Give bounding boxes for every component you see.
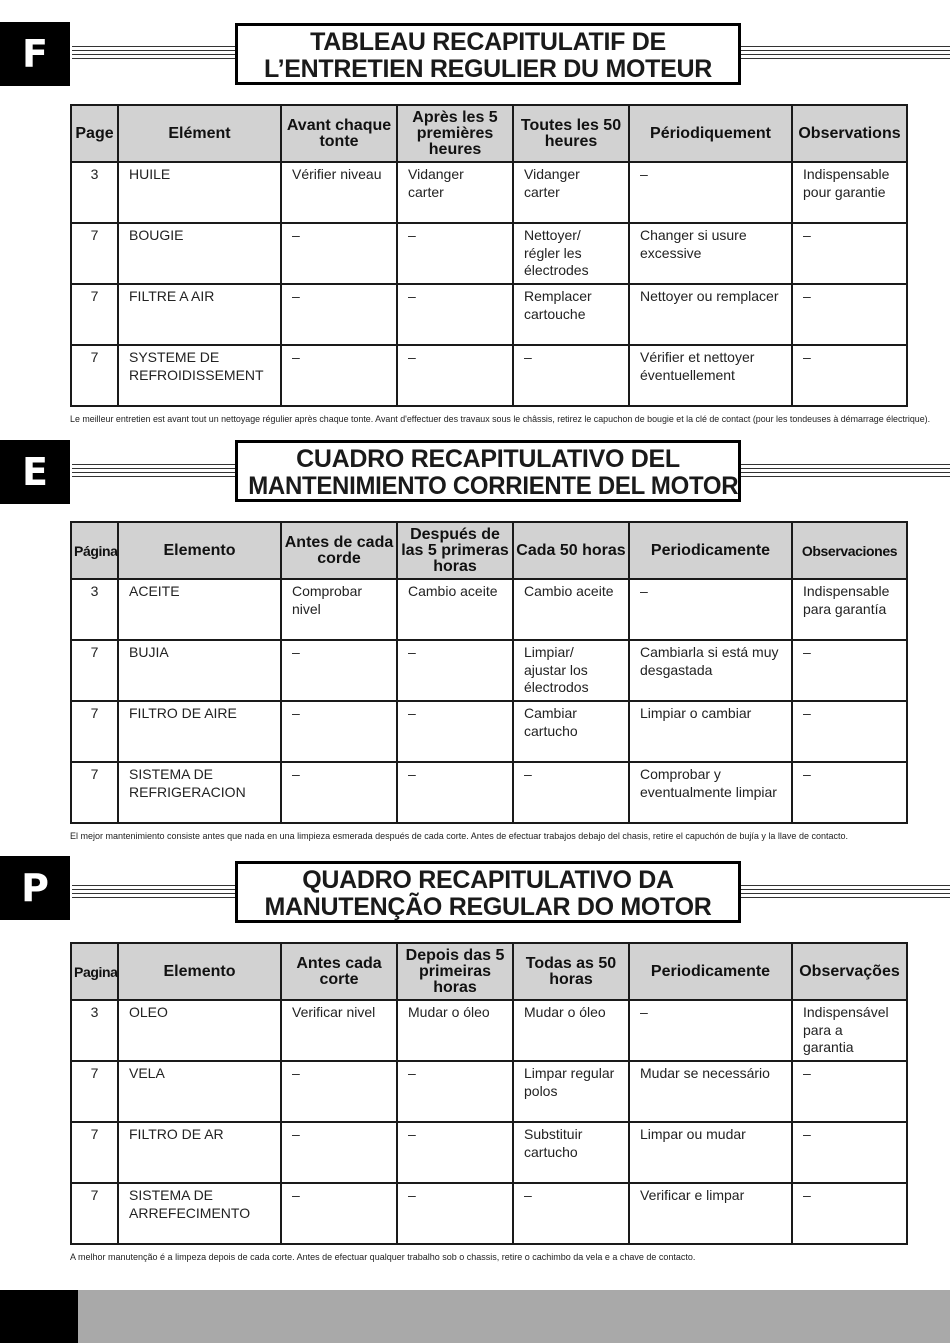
table-row — [71, 762, 907, 823]
header-element: Elemento — [118, 943, 281, 1000]
table-row — [71, 345, 907, 406]
cell-observations: – — [792, 1183, 907, 1244]
cell-periodically: Limpiar o cambiar — [629, 701, 792, 762]
cell-before-each-use: – — [281, 284, 397, 345]
cell-observations: – — [792, 640, 907, 701]
table-row — [71, 284, 907, 345]
header-periodically: Periodicamente — [629, 522, 792, 579]
cell-every-50-hours: Substituir cartucho — [513, 1122, 629, 1183]
cell-page: 7 — [71, 701, 118, 762]
cell-observations: Indispensable para garantía — [792, 579, 907, 640]
cell-every-50-hours: Vidanger carter — [513, 162, 629, 223]
header-every-50-hours: Toutes les 50 heures — [513, 105, 629, 162]
cell-page: 7 — [71, 223, 118, 284]
header-element: Elemento — [118, 522, 281, 579]
section-title-e — [235, 440, 741, 502]
table-row — [71, 701, 907, 762]
cell-every-50-hours: Cambiar cartucho — [513, 701, 629, 762]
table-header-row — [71, 522, 907, 579]
cell-element: SYSTEME DE REFROIDISSEMENT — [118, 345, 281, 406]
footer-page-block — [0, 1290, 78, 1343]
cell-element: HUILE — [118, 162, 281, 223]
maintenance-note-f: Le meilleur entretien est avant tout un nettoyage régulier après chaque tonte. Avant d'effectuer des travaux sous le châssis, retirez le capuchon de bougie et la clé de contact (pour les tondeuses à démarrage électrique). — [70, 414, 930, 424]
cell-observations: – — [792, 762, 907, 823]
cell-before-each-use: – — [281, 640, 397, 701]
cell-before-each-use: – — [281, 1061, 397, 1122]
cell-element: FILTRO DE AR — [118, 1122, 281, 1183]
cell-element: ACEITE — [118, 579, 281, 640]
header-every-50-hours: Cada 50 horas — [513, 522, 629, 579]
cell-element: SISTEMA DE ARREFECIMENTO — [118, 1183, 281, 1244]
cell-after-first-5-hours: – — [397, 1122, 513, 1183]
cell-periodically: – — [629, 162, 792, 223]
language-tab-f: F — [0, 22, 70, 86]
cell-after-first-5-hours: – — [397, 640, 513, 701]
cell-page: 7 — [71, 762, 118, 823]
cell-after-first-5-hours: – — [397, 284, 513, 345]
header-observations: Observações — [792, 943, 907, 1000]
cell-page: 7 — [71, 284, 118, 345]
section-title-line1: QUADRO RECAPITULATIVO DA — [302, 866, 674, 894]
maintenance-table-p — [70, 942, 908, 1245]
header-page: Página — [71, 522, 118, 579]
maintenance-note-e: El mejor mantenimiento consiste antes que nada en una limpieza esmerada después de cada corte. Antes de efectuar trabajos debajo del chasis, retire el capuchón de bujía y la llave de contacto. — [70, 831, 848, 841]
cell-before-each-use: – — [281, 701, 397, 762]
cell-observations: Indispensável para a garantia — [792, 1000, 907, 1061]
cell-periodically: Vérifier et nettoyer éventuellement — [629, 345, 792, 406]
section-title-f — [235, 23, 741, 85]
cell-observations: – — [792, 284, 907, 345]
cell-after-first-5-hours: – — [397, 701, 513, 762]
maintenance-note-p: A melhor manutenção é a limpeza depois de cada corte. Antes de efectuar qualquer trabalho sob o chassis, retire o cachimbo da vela e a chave de contacto. — [70, 1252, 696, 1262]
table-row — [71, 162, 907, 223]
cell-every-50-hours: – — [513, 1183, 629, 1244]
header-after-first-5-hours: Después de las 5 primeras horas — [397, 522, 513, 579]
cell-page: 7 — [71, 1183, 118, 1244]
cell-after-first-5-hours: – — [397, 1183, 513, 1244]
section-title-line2: L’ENTRETIEN REGULIER DU MOTEUR — [264, 55, 712, 83]
table-row — [71, 1183, 907, 1244]
cell-every-50-hours: – — [513, 345, 629, 406]
cell-before-each-use: Comprobar nivel — [281, 579, 397, 640]
cell-periodically: Limpar ou mudar — [629, 1122, 792, 1183]
cell-page: 7 — [71, 1061, 118, 1122]
cell-periodically: Verificar e limpar — [629, 1183, 792, 1244]
cell-element: FILTRE A AIR — [118, 284, 281, 345]
cell-periodically: – — [629, 579, 792, 640]
cell-element: SISTEMA DE REFRIGERACION — [118, 762, 281, 823]
cell-after-first-5-hours: Vidanger carter — [397, 162, 513, 223]
table-header-row — [71, 105, 907, 162]
cell-before-each-use: – — [281, 1183, 397, 1244]
table-row — [71, 1122, 907, 1183]
maintenance-table-f — [70, 104, 908, 407]
header-page: Page — [71, 105, 118, 162]
cell-observations: – — [792, 345, 907, 406]
cell-every-50-hours: Remplacer cartouche — [513, 284, 629, 345]
cell-element: VELA — [118, 1061, 281, 1122]
cell-after-first-5-hours: Cambio aceite — [397, 579, 513, 640]
header-every-50-hours: Todas as 50 horas — [513, 943, 629, 1000]
cell-element: FILTRO DE AIRE — [118, 701, 281, 762]
header-after-first-5-hours: Après les 5 premières heures — [397, 105, 513, 162]
cell-every-50-hours: Limpar regular polos — [513, 1061, 629, 1122]
table-row — [71, 640, 907, 701]
cell-page: 7 — [71, 345, 118, 406]
cell-after-first-5-hours: Mudar o óleo — [397, 1000, 513, 1061]
cell-after-first-5-hours: – — [397, 762, 513, 823]
cell-page: 7 — [71, 1122, 118, 1183]
cell-observations: – — [792, 1122, 907, 1183]
cell-before-each-use: – — [281, 345, 397, 406]
header-after-first-5-hours: Depois das 5 primeiras horas — [397, 943, 513, 1000]
header-periodically: Periodicamente — [629, 943, 792, 1000]
cell-page: 3 — [71, 162, 118, 223]
cell-periodically: Changer si usure excessive — [629, 223, 792, 284]
cell-every-50-hours: Limpiar/ ajustar los électrodos — [513, 640, 629, 701]
header-periodically: Périodiquement — [629, 105, 792, 162]
cell-after-first-5-hours: – — [397, 223, 513, 284]
footer-bar — [0, 1290, 950, 1343]
cell-every-50-hours: – — [513, 762, 629, 823]
header-page: Pagina — [71, 943, 118, 1000]
header-before-each-use: Avant chaque tonte — [281, 105, 397, 162]
cell-observations: Indispensable pour garantie — [792, 162, 907, 223]
cell-before-each-use: – — [281, 1122, 397, 1183]
table-row — [71, 1000, 907, 1061]
section-title-line1: CUADRO RECAPITULATIVO DEL — [296, 445, 680, 473]
cell-before-each-use: – — [281, 762, 397, 823]
section-title-p — [235, 861, 741, 923]
cell-observations: – — [792, 701, 907, 762]
language-tab-e: E — [0, 440, 70, 504]
cell-element: BUJIA — [118, 640, 281, 701]
cell-before-each-use: Vérifier niveau — [281, 162, 397, 223]
header-before-each-use: Antes cada corte — [281, 943, 397, 1000]
maintenance-table-e — [70, 521, 908, 824]
section-title-line2: MANTENIMIENTO CORRIENTE DEL MOTOR — [248, 472, 739, 500]
table-header-row — [71, 943, 907, 1000]
header-before-each-use: Antes de cada corde — [281, 522, 397, 579]
section-title-line1: TABLEAU RECAPITULATIF DE — [310, 28, 666, 56]
cell-observations: – — [792, 223, 907, 284]
cell-page: 7 — [71, 640, 118, 701]
cell-periodically: Mudar se necessário — [629, 1061, 792, 1122]
table-row — [71, 1061, 907, 1122]
header-element: Elément — [118, 105, 281, 162]
cell-periodically: Comprobar y eventualmente limpiar — [629, 762, 792, 823]
header-observations: Observations — [792, 105, 907, 162]
cell-periodically: – — [629, 1000, 792, 1061]
table-row — [71, 223, 907, 284]
cell-element: OLEO — [118, 1000, 281, 1061]
cell-periodically: Cambiarla si está muy desgastada — [629, 640, 792, 701]
section-title-line2: MANUTENÇÃO REGULAR DO MOTOR — [264, 893, 712, 921]
cell-observations: – — [792, 1061, 907, 1122]
language-tab-p: P — [0, 856, 70, 920]
cell-after-first-5-hours: – — [397, 345, 513, 406]
cell-before-each-use: – — [281, 223, 397, 284]
table-row — [71, 579, 907, 640]
cell-periodically: Nettoyer ou remplacer — [629, 284, 792, 345]
cell-element: BOUGIE — [118, 223, 281, 284]
header-observations: Observaciones — [792, 522, 907, 579]
cell-every-50-hours: Cambio aceite — [513, 579, 629, 640]
cell-before-each-use: Verificar nivel — [281, 1000, 397, 1061]
cell-page: 3 — [71, 579, 118, 640]
cell-every-50-hours: Nettoyer/ régler les électrodes — [513, 223, 629, 284]
cell-after-first-5-hours: – — [397, 1061, 513, 1122]
cell-every-50-hours: Mudar o óleo — [513, 1000, 629, 1061]
cell-page: 3 — [71, 1000, 118, 1061]
